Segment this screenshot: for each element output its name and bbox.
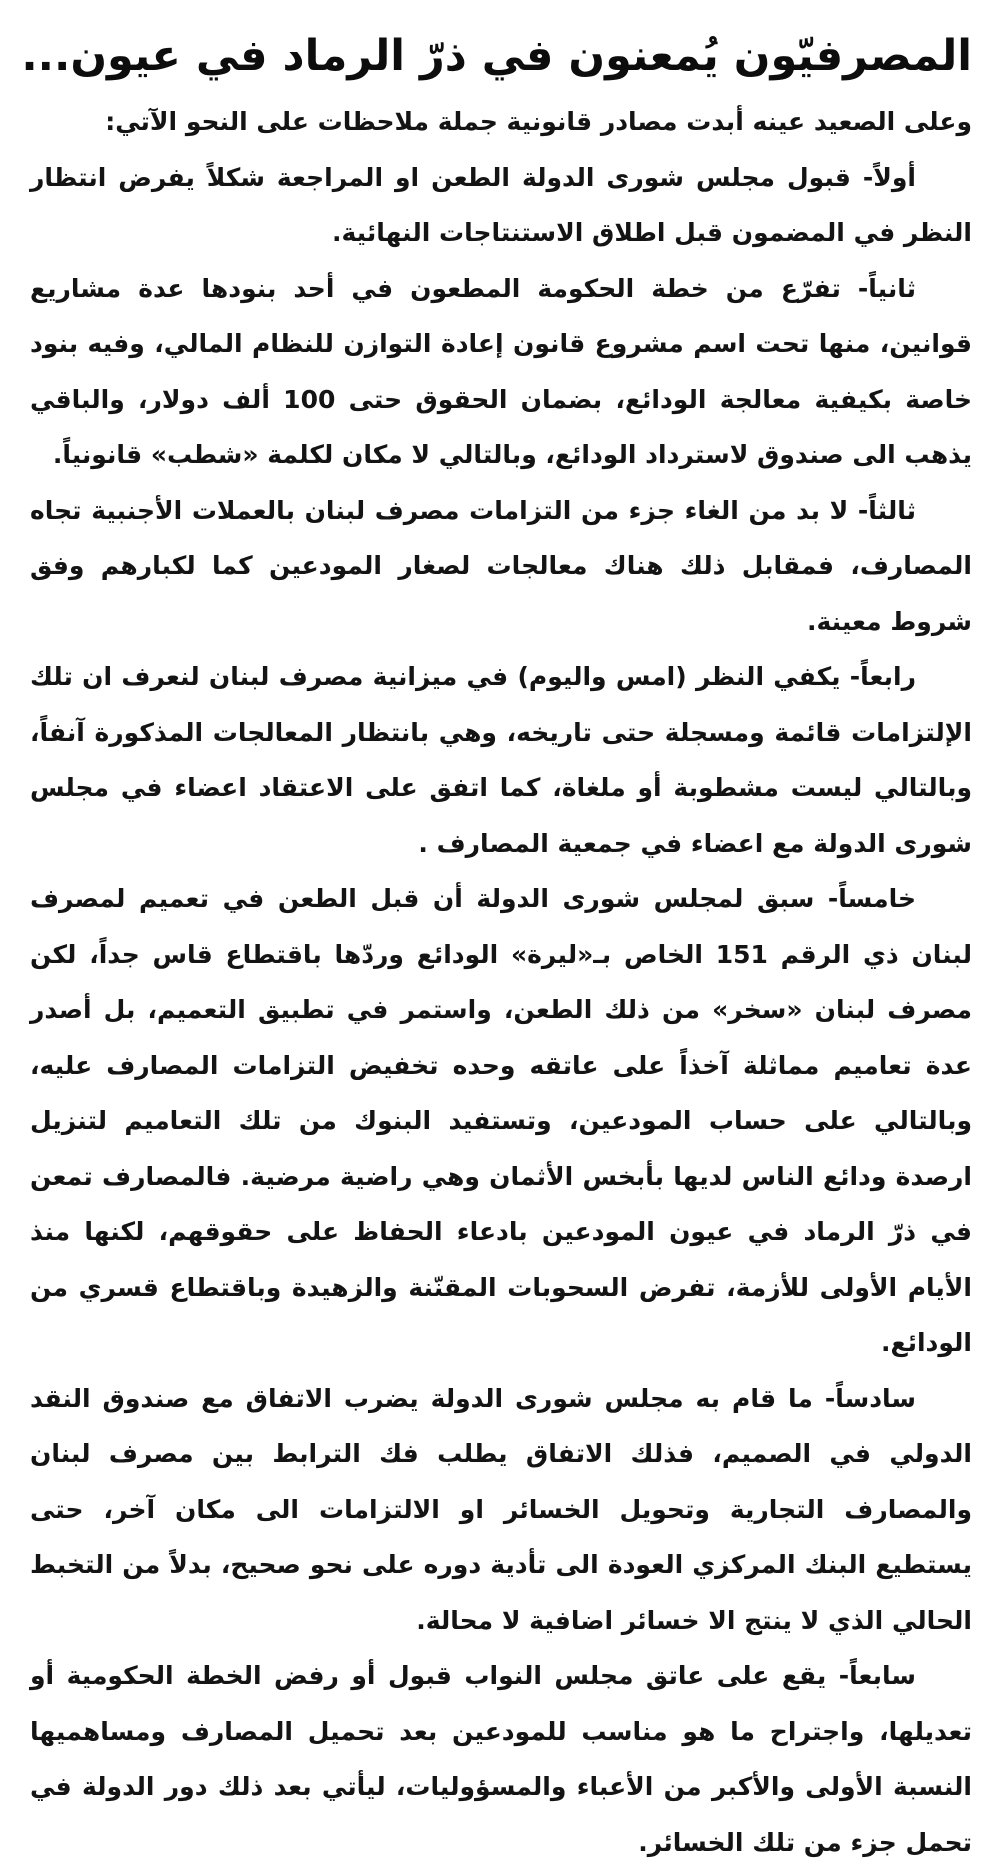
paragraph-first: أولاً- قبول مجلس شورى الدولة الطعن او المراجعة شكلاً يفرض انتظار النظر في المضمون قبل اطلاق الاستنتاجات النهائية. xyxy=(30,162,972,247)
paragraph-fourth: رابعاً- يكفي النظر (امس واليوم) في ميزانية مصرف لبنان لنعرف ان تلك الإلتزامات قائمة ومسجلة حتى تاريخه، وهي بانتظار المعالجات المذكورة آنفاً، وبالتالي ليست مشطوبة أو ملغاة، كما اتفق على الاعتقاد اعضاء في مجلس شورى الدولة مع اعضاء في جمعية المصارف . xyxy=(30,662,972,858)
paragraph-intro: وعلى الصعيد عينه أبدت مصادر قانونية جملة ملاحظات على النحو الآتي: xyxy=(105,107,972,136)
article-body xyxy=(30,94,972,1870)
paragraph-sixth: سادساً- ما قام به مجلس شورى الدولة يضرب الاتفاق مع صندوق النقد الدولي في الصميم، فذلك الاتفاق يطلب فك الترابط بين مصرف لبنان والمصارف التجارية وتحويل الخسائر او الالتزامات الى مكان آخر، حتى يستطيع البنك المركزي العودة الى تأدية دوره على نحو صحيح، بدلاً من التخبط الحالي الذي لا ينتج الا خسائر اضافية لا محالة. xyxy=(30,1383,972,1635)
paragraph-seventh: سابعاً- يقع على عاتق مجلس النواب قبول أو رفض الخطة الحكومية أو تعديلها، واجتراح ما هو مناسب للمودعين بعد تحميل المصارف ومساهميها النسبة الأولى والأكبر من الأعباء والمسؤوليات، ليأتي بعد ذلك دور الدولة في تحمل جزء من تلك الخسائر. xyxy=(30,1661,972,1857)
paragraph-third: ثالثاً- لا بد من الغاء جزء من التزامات مصرف لبنان بالعملات الأجنبية تجاه المصارف، فمقابل ذلك هناك معالجات لصغار المودعين كما لكبارهم وفق شروط معينة. xyxy=(30,495,972,636)
paragraph-fifth: خامساً- سبق لمجلس شورى الدولة أن قبل الطعن في تعميم لمصرف لبنان ذي الرقم 151 الخاص بـ«ليرة» الودائع وردّها باقتطاع قاس جداً، لكن مصرف لبنان «سخر» من ذلك الطعن، واستمر في تطبيق التعميم، بل أصدر عدة تعاميم مماثلة آخذاً على عاتقه وحده تخفيض التزامات المصارف عليه، وبالتالي على حساب المودعين، وتستفيد البنوك من تلك التعاميم لتنزيل ارصدة ودائع الناس لديها بأبخس الأثمان وهي راضية مرضية. فالمصارف تمعن في ذرّ الرماد في عيون المودعين بادعاء الحفاظ على حقوقهم، لكنها منذ الأيام الأولى للأزمة، تفرض السحوبات المقنّنة والزهيدة وباقتطاع قسري من الودائع. xyxy=(30,884,972,1357)
paragraph-second: ثانياً- تفرّع من خطة الحكومة المطعون في أحد بنودها عدة مشاريع قوانين، منها تحت اسم مشروع قانون إعادة التوازن للنظام المالي، وفيه بنود خاصة بكيفية معالجة الودائع، بضمان الحقوق حتى 100 ألف دولار، والباقي يذهب الى صندوق لاسترداد الودائع، وبالتالي لا مكان لكلمة «شطب» قانونياً. xyxy=(30,273,973,469)
article-headline: المصرفيّون يُمعنون في ذرّ الرماد في عيون... xyxy=(21,31,972,81)
